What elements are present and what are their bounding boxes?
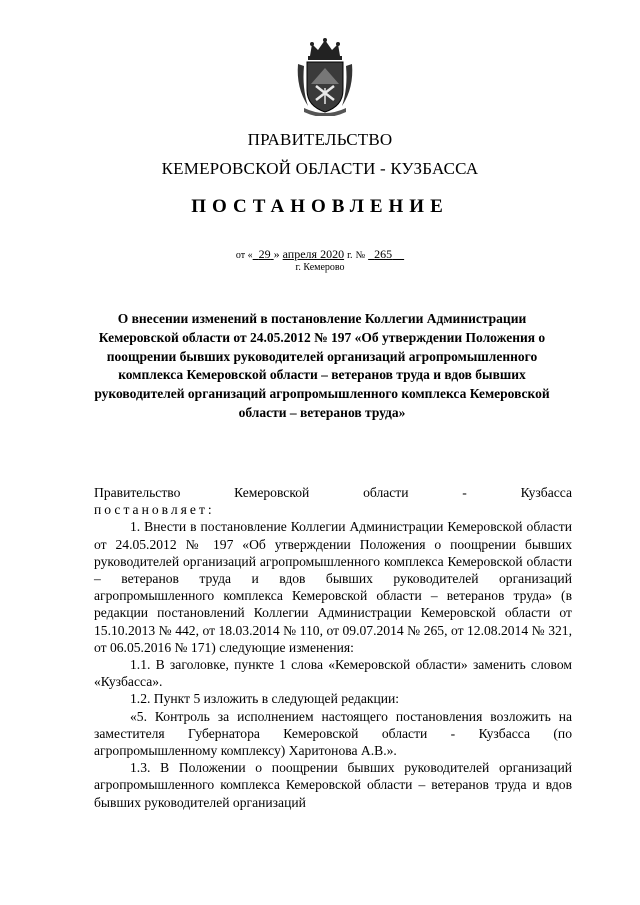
government-title-line2: КЕМЕРОВСКОЙ ОБЛАСТИ - КУЗБАССА	[161, 159, 479, 178]
date-mid: »	[273, 247, 280, 261]
date-month-year: апреля 2020	[282, 247, 345, 261]
paragraph-1-2-quote: «5. Контроль за исполнением настоящего постановления возложить на заместителя Губернатора Кемеровской области - Кузбасса (по агропромышленному комплексу) Харитонова А.В.».	[94, 708, 572, 759]
opening-word: -	[462, 485, 467, 500]
number-label: №	[355, 250, 366, 261]
date-prefix: от «	[235, 250, 253, 261]
government-title-line1: ПРАВИТЕЛЬСТВО	[247, 130, 393, 149]
city-label: г. Кемерово	[295, 262, 345, 273]
opening-word: Кемеровской	[234, 485, 310, 500]
coat-of-arms-icon	[294, 38, 356, 116]
decree-number: 265	[374, 247, 393, 261]
decree-title: ПОСТАНОВЛЕНИЕ	[191, 196, 449, 217]
decree-body	[94, 484, 572, 811]
paragraph-1-3: 1.3. В Положении о поощрении бывших руководителей организаций агропромышленного комплекса Кемеровской области – ветеранов труда и вдов бывших руководителей организаций	[94, 760, 572, 810]
opening-line	[94, 484, 572, 501]
date-day: 29	[258, 247, 271, 261]
decree-date-line	[0, 247, 640, 262]
paragraph-1: 1. Внести в постановление Коллегии Администрации Кемеровской области от 24.05.2012 № 197 «Об утверждении Положения о поощрении бывших руководителей организаций агропромышленного комплекса Кемеровской области – ветеранов труда и вдов бывших руководителей организаций агропромышленного комплекса Кемеровской области – ветеранов труда» (в редакции постановлений Коллегии Администрации Кемеровской области от 15.10.2013 № 442, от 18.03.2014 № 110, от 09.07.2014 № 265, от 12.08.2014 № 321, от 06.05.2016 № 171) следующие изменения:	[94, 519, 572, 655]
paragraph-1-1: 1.1. В заголовке, пункте 1 слова «Кемеровской области» заменить словом «Кузбасса».	[94, 657, 572, 690]
opening-word: Кузбасса	[520, 485, 572, 500]
decree-subject: О внесении изменений в постановление Коллегии Администрации Кемеровской области от 24.05.2012 № 197 «Об утверждении Положения о поощрении бывших руководителей организаций агропромышленного комплекса Кемеровской области – ветеранов труда и вдов бывших руководителей организаций агропромышленного комплекса Кемеровской области – ветеранов труда»	[94, 311, 550, 420]
paragraph-1-2: 1.2. Пункт 5 изложить в следующей редакции:	[130, 691, 400, 707]
opening-word: области	[363, 485, 409, 500]
opening-word: Правительство	[94, 485, 181, 500]
resolves-label: постановляет:	[94, 502, 215, 518]
date-year-suffix: г.	[347, 250, 353, 261]
